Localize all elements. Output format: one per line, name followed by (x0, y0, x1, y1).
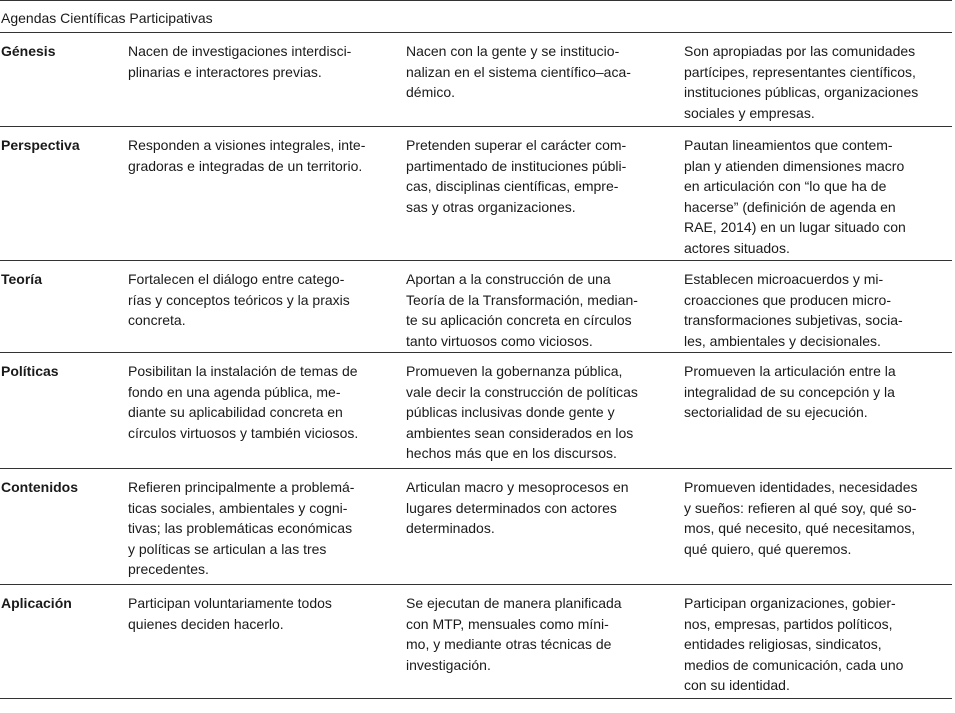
table-row-genesis (0, 33, 952, 127)
table-cell: Refieren principalmente a problemá- ticas sociales, ambientales y cogni- tivas; las problemáticas económicas y políticas se articulan a las tres precedentes. (128, 479, 355, 577)
table-cell: Nacen de investigaciones interdisci- plinarias e interactores previas. (128, 43, 352, 80)
table-row-teoria (0, 261, 952, 353)
table-cell: Aportan a la construcción de una Teoría de la Transformación, median- te su aplicación concreta en círculos tanto virtuosos como viciosos. (406, 271, 638, 349)
table-row-contenidos (0, 469, 952, 585)
row-label: Génesis (1, 43, 56, 59)
table-row-aplicacion (0, 585, 952, 698)
row-label: Aplicación (1, 595, 72, 611)
table-cell: Establecen microacuerdos y mi- croacciones que producen micro- transformaciones subjetivas, socia- les, ambientales y decisionales. (684, 271, 903, 349)
table-cell: Participan voluntariamente todos quienes deciden hacerlo. (128, 595, 332, 632)
table-cell: Nacen con la gente y se institucio- nalizan en el sistema científico–aca- démico. (406, 43, 631, 100)
table-cell: Posibilitan la instalación de temas de fondo en una agenda pública, me- diante su aplicabilidad concreta en círculos virtuosos y también viciosos. (128, 363, 359, 441)
table-cell: Articulan macro y mesoprocesos en lugares determinados con actores determinados. (406, 479, 629, 536)
table-cell: Pretenden superar el carácter com- partimentado de instituciones públi- cas, disciplinas científicas, empre- sas y otras organizaciones. (406, 137, 627, 215)
row-label: Políticas (1, 363, 59, 379)
table-cell: Se ejecutan de manera planificada con MTP, mensuales como míni- mo, y mediante otras técnicas de investigación. (406, 595, 622, 673)
table-cell: Son apropiadas por las comunidades partícipes, representantes científicos, instituciones públicas, organizaciones sociales y empresas. (684, 43, 919, 121)
row-label: Contenidos (1, 479, 78, 495)
row-label: Teoría (1, 271, 42, 287)
table-row-perspectiva (0, 127, 952, 261)
table-cell: Promueven la gobernanza pública, vale decir la construcción de políticas públicas inclusivas donde gente y ambientes sean considerados en los hechos más que en los discursos. (406, 363, 638, 461)
table-title: Agendas Científicas Participativas (0, 1, 952, 33)
row-label: Perspectiva (1, 137, 80, 153)
table-cell: Responden a visiones integrales, inte- gradoras e integradas de un territorio. (128, 137, 366, 174)
table-row-politicas (0, 353, 952, 469)
table-cell: Participan organizaciones, gobier- nos, empresas, partidos políticos, entidades religiosas, sindicatos, medios de comunicación, cada uno con su identidad. (684, 595, 904, 693)
table-cell: Fortalecen el diálogo entre catego- rías y conceptos teóricos y la praxis concreta. (128, 271, 350, 328)
table-cell: Promueven identidades, necesidades y sueños: refieren al qué soy, qué so- mos, qué necesito, qué necesitamos, qué quiero, qué queremos. (684, 479, 918, 557)
table-cell: Promueven la articulación entre la integralidad de su concepción y la sectorialidad de su ejecución. (684, 363, 896, 420)
table-cell: Pautan lineamientos que contem- plan y atienden dimensiones macro en articulación con “lo que ha de hacerse” (definición de agenda en RAE, 2014) en un lugar situado con actores situados. (684, 137, 906, 256)
